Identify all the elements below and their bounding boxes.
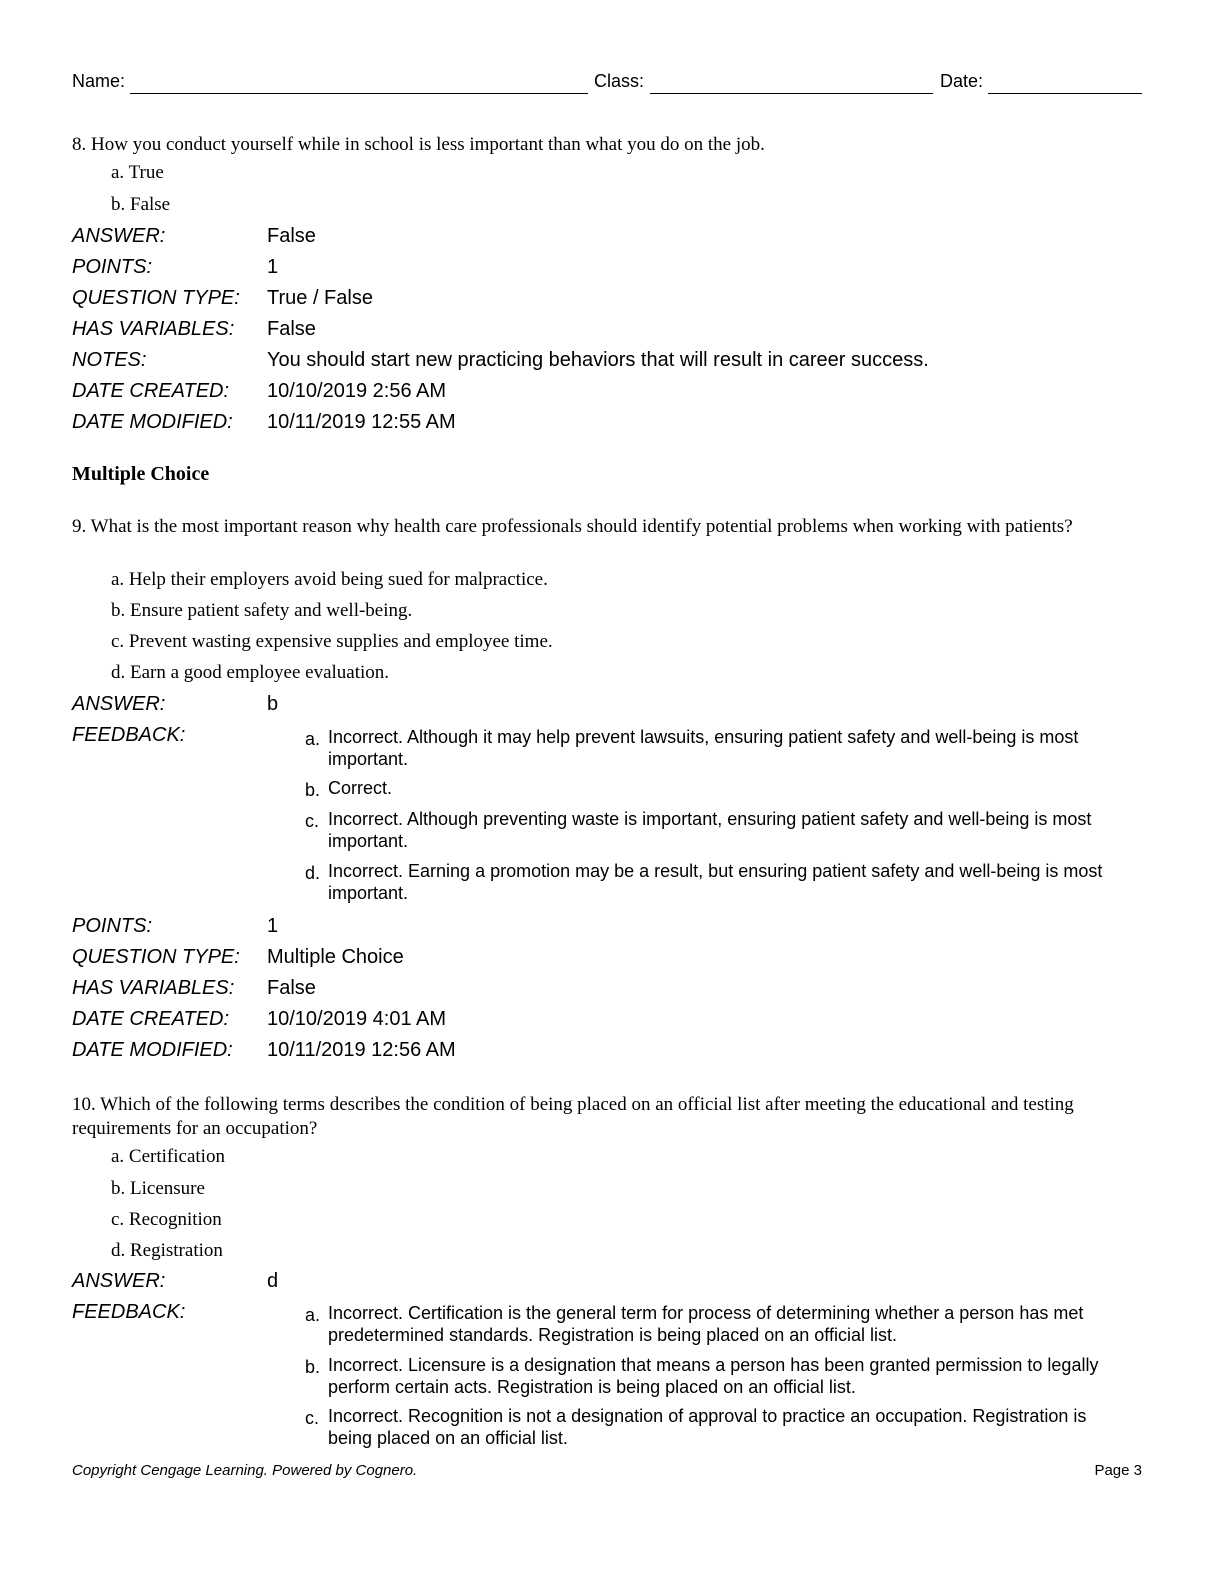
feedback-letter: b. (305, 780, 321, 800)
meta-key: DATE MODIFIED: (72, 411, 233, 433)
meta-key: QUESTION TYPE: (72, 946, 240, 968)
meta-value: You should start new practicing behaviors that will result in career success. (267, 349, 929, 371)
feedback-letter: b. (305, 1357, 321, 1377)
feedback-letter: c. (305, 1408, 320, 1428)
meta-value: False (267, 318, 316, 340)
meta-key: DATE CREATED: (72, 1008, 230, 1030)
meta-value: 10/11/2019 12:56 AM (267, 1039, 456, 1061)
q10-option-b: b. Licensure (111, 1178, 205, 1199)
meta-value: 1 (267, 256, 279, 278)
question-9-text: 9. What is the most important reason why health care professionals should identify potential problems when working with patients? (72, 516, 1073, 537)
meta-key: ANSWER: (72, 225, 166, 247)
meta-key: QUESTION TYPE: (72, 287, 240, 309)
meta-key: DATE CREATED: (72, 380, 230, 402)
footer-copyright: Copyright Cengage Learning. Powered by Cognero. (72, 1462, 418, 1479)
name-line (130, 93, 588, 94)
feedback-text: Incorrect. Certification is the general term for process of determining whether a person has met predetermined standards. Registration is being placed on an official list. (328, 1303, 1084, 1345)
q9-option-d: d. Earn a good employee evaluation. (111, 662, 390, 683)
meta-key: ANSWER: (72, 1270, 166, 1292)
feedback-text: Correct. (328, 778, 393, 798)
date-line (988, 93, 1142, 94)
meta-key: NOTES: (72, 349, 147, 371)
feedback-letter: a. (305, 729, 321, 749)
footer-page-number: Page 3 (1094, 1462, 1142, 1479)
class-line (650, 93, 933, 94)
meta-key: POINTS: (72, 256, 153, 278)
feedback-letter: c. (305, 811, 320, 831)
q10-option-c: c. Recognition (111, 1209, 222, 1230)
date-label: Date: (940, 71, 984, 91)
feedback-text: Incorrect. Although it may help prevent lawsuits, ensuring patient safety and well-being is most important. (328, 727, 1079, 769)
meta-key: HAS VARIABLES: (72, 977, 235, 999)
q8-option-a: a. True (111, 162, 164, 183)
meta-value: False (267, 977, 316, 999)
meta-key: FEEDBACK: (72, 1301, 186, 1323)
meta-value: 1 (267, 915, 279, 937)
class-label: Class: (594, 71, 645, 91)
feedback-letter: d. (305, 863, 321, 883)
meta-key: HAS VARIABLES: (72, 318, 235, 340)
meta-value: b (267, 693, 279, 715)
meta-key: FEEDBACK: (72, 724, 186, 746)
meta-key: ANSWER: (72, 693, 166, 715)
q9-option-b: b. Ensure patient safety and well-being. (111, 600, 413, 621)
name-label: Name: (72, 71, 126, 91)
meta-value: False (267, 225, 316, 247)
meta-value: Multiple Choice (267, 946, 404, 968)
meta-value: 10/10/2019 4:01 AM (267, 1008, 447, 1030)
section-heading: Multiple Choice (72, 463, 210, 485)
meta-value: 10/10/2019 2:56 AM (267, 380, 447, 402)
meta-key: DATE MODIFIED: (72, 1039, 233, 1061)
meta-value: d (267, 1270, 279, 1292)
meta-key: POINTS: (72, 915, 153, 937)
feedback-text: Incorrect. Licensure is a designation that means a person has been granted permission to legally perform certain acts. Registration is being placed on an official list. (328, 1355, 1099, 1397)
meta-value: True / False (267, 287, 373, 309)
feedback-letter: a. (305, 1305, 321, 1325)
feedback-text: Incorrect. Earning a promotion may be a result, but ensuring patient safety and well-being is most important. (328, 861, 1103, 903)
header (72, 70, 1142, 96)
q8-option-b: b. False (111, 194, 171, 215)
q9-option-c: c. Prevent wasting expensive supplies and employee time. (111, 631, 553, 652)
feedback-text: Incorrect. Although preventing waste is important, ensuring patient safety and well-being is most important. (328, 809, 1092, 851)
q10-option-d: d. Registration (111, 1240, 223, 1261)
question-8-text: 8. How you conduct yourself while in school is less important than what you do on the job. (72, 134, 765, 155)
meta-value: 10/11/2019 12:55 AM (267, 411, 456, 433)
q9-option-a: a. Help their employers avoid being sued for malpractice. (111, 569, 548, 590)
q10-option-a: a. Certification (111, 1146, 225, 1167)
feedback-text: Incorrect. Recognition is not a designation of approval to practice an occupation. Registration is being placed on an official list. (328, 1406, 1087, 1448)
question-10-text: 10. Which of the following terms describes the condition of being placed on an official list after meeting the educational and testing requirements for an occupation? (72, 1094, 1074, 1139)
